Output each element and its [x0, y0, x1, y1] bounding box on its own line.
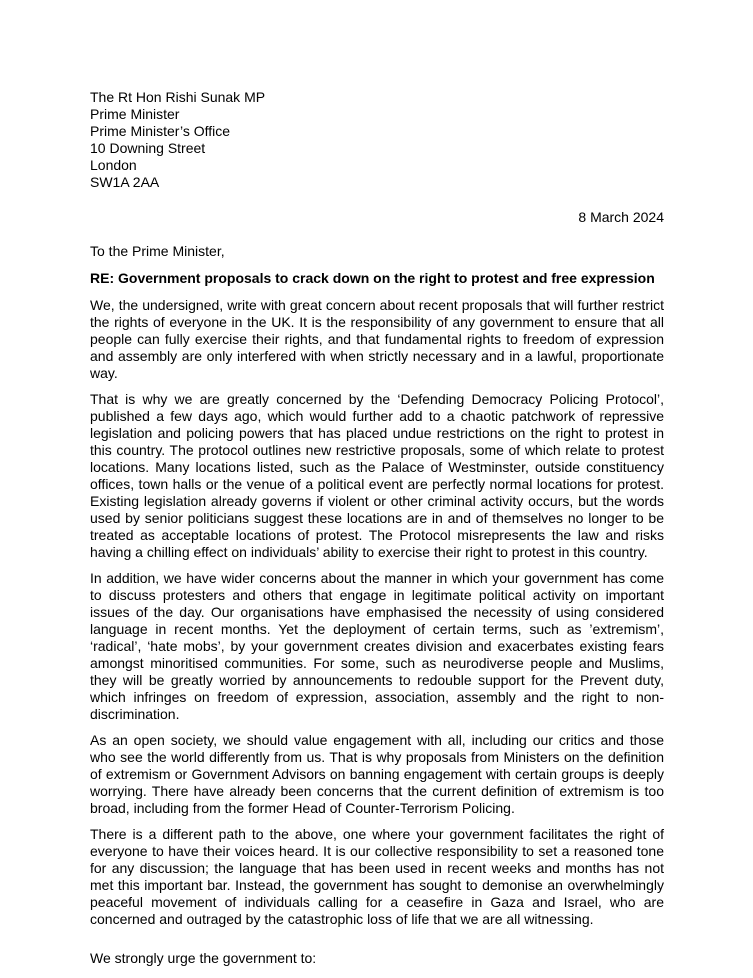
body-paragraph: As an open society, we should value engagement with all, including our critics and those who see the world differently from us. That is why proposals from Ministers on the definition of extremism or Government Advisors on banning engagement with certain groups is deeply worrying. There have already been concerns that the current definition of extremism is too broad, including from the former Head of Counter-Terrorism Policing.: [90, 732, 664, 816]
letter-date: 8 March 2024: [578, 209, 664, 225]
body-paragraph: We, the undersigned, write with great concern about recent proposals that will further restrict the rights of everyone in the UK. It is the responsibility of any government to ensure that all people can fully exercise their rights, and that fundamental rights to freedom of expression and assembly are only interfered with when strictly necessary and in a lawful, proportionate way.: [90, 297, 664, 381]
letter-body: [90, 297, 664, 937]
recipient-office: Prime Minister’s Office: [90, 123, 231, 139]
recipient-title: Prime Minister: [90, 106, 180, 122]
recipient-name: The Rt Hon Rishi Sunak MP: [90, 89, 266, 105]
body-paragraph: That is why we are greatly concerned by the ‘Defending Democracy Policing Protocol’, published a few days ago, which would further add to a chaotic patchwork of repressive legislation and policing powers that has placed undue restrictions on the right to protest in this country. The protocol outlines new restrictive proposals, some of which relate to protest locations. Many locations listed, such as the Palace of Westminster, outside constituency offices, town halls or the venue of a political event are perfectly normal locations for protest. Existing legislation already governs if violent or other criminal activity occurs, but the words used by senior politicians suggest these locations are in and of themselves no longer to be treated as acceptable locations of protest. The Protocol misrepresents the law and risks having a chilling effect on individuals’ ability to exercise their right to protest in this country.: [90, 391, 664, 560]
subject-line: RE: Government proposals to crack down on the right to protest and free expression: [90, 270, 655, 286]
body-paragraph: There is a different path to the above, one where your government facilitates the right of everyone to have their voices heard. It is our collective responsibility to set a reasoned tone for any discussion; the language that has been used in recent weeks and months has not met this important bar. Instead, the government has sought to demonise an overwhelmingly peaceful movement of individuals calling for a ceasefire in Gaza and Israel, who are concerned and outraged by the catastrophic loss of life that we are all witnessing.: [90, 826, 664, 927]
closing-line: We strongly urge the government to:: [90, 950, 317, 966]
body-paragraph: In addition, we have wider concerns about the manner in which your government has come to discuss protesters and others that engage in legitimate political activity on important issues of the day. Our organisations have emphasised the necessity of using considered language in recent months. Yet the deployment of certain terms, such as ’extremism’, ‘radical’, ‘hate mobs’, by your government creates division and exacerbates existing fears amongst minoritised communities. For some, such as neurodiverse people and Muslims, they will be greatly worried by announcements to redouble support for the Prevent duty, which infringes on freedom of expression, association, assembly and the right to non-discrimination.: [90, 570, 664, 722]
recipient-street: 10 Downing Street: [90, 140, 206, 156]
recipient-city: London: [90, 157, 137, 173]
salutation: To the Prime Minister,: [90, 243, 225, 259]
recipient-address: [90, 89, 265, 191]
recipient-postcode: SW1A 2AA: [90, 174, 160, 190]
